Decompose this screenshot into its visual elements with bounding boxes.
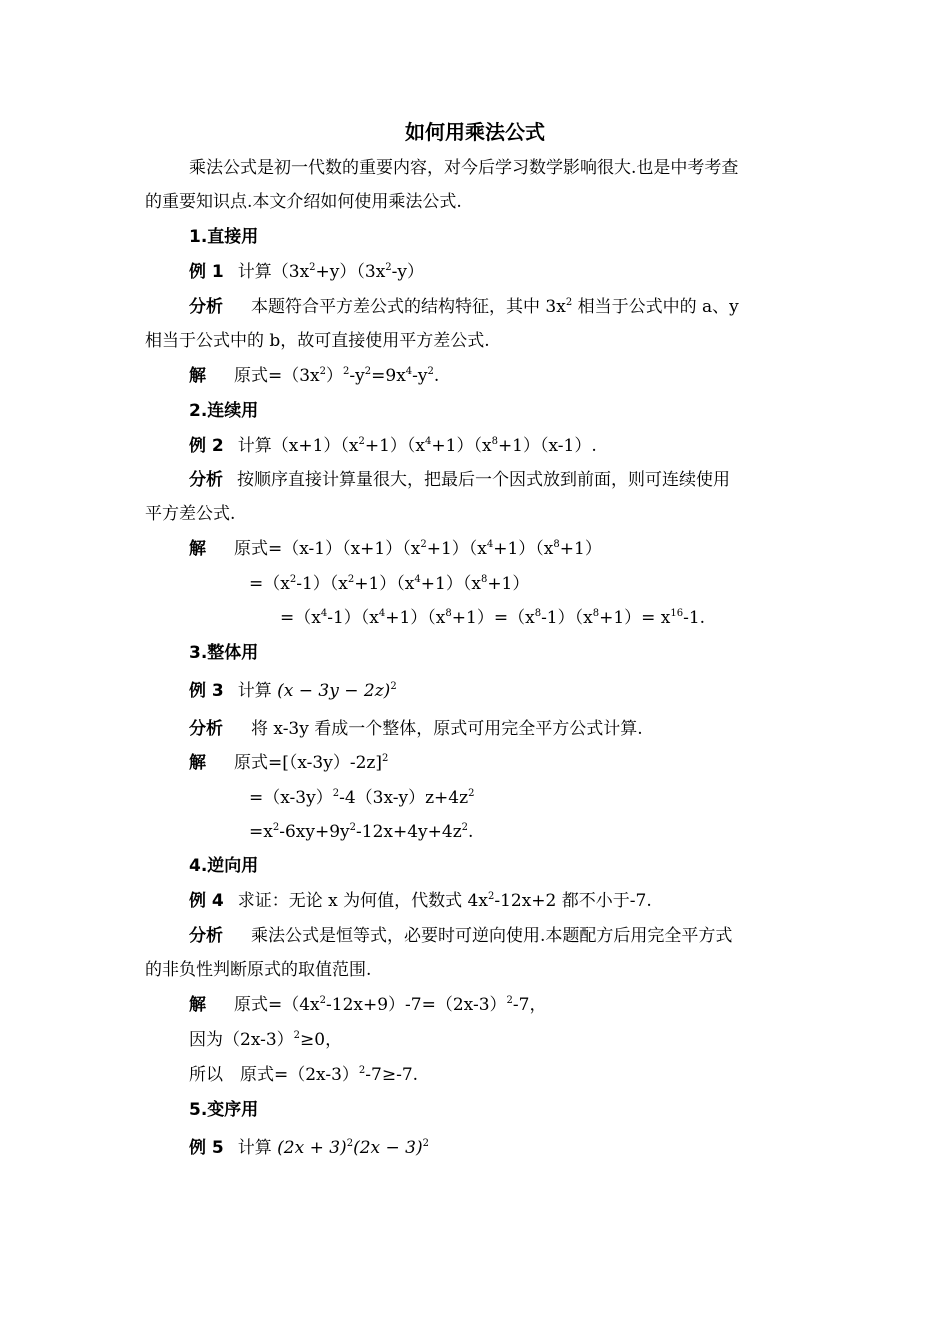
superscript: 2: [381, 753, 389, 764]
superscript: 2: [468, 788, 475, 799]
solution-1: [189, 365, 439, 387]
analysis-1-line-2: 相当于公式中的 b，故可直接使用平方差公式.: [145, 331, 490, 351]
superscript: 2: [332, 788, 340, 799]
text: -y）: [391, 262, 425, 282]
example-label: 例 2: [189, 436, 224, 456]
superscript: 4: [425, 436, 432, 447]
page-title: 如何用乘法公式: [405, 120, 545, 144]
analysis-2-line-2: 平方差公式.: [145, 504, 236, 524]
superscript: 2: [358, 436, 365, 447]
superscript: 2: [346, 1138, 354, 1149]
superscript: 2: [358, 1065, 366, 1076]
text: 将 x-3y 看成一个整体，原式可用完全平方公式计算.: [251, 719, 643, 739]
text: -12x+4y+4z: [356, 822, 462, 842]
intro-line-1: 乘法公式是初一代数的重要内容，对今后学习数学影响很大.也是中考考查: [189, 158, 739, 178]
text: 原式=（x-1）（x+1）（x: [234, 539, 421, 559]
text: 相当于公式中的 a、y: [572, 297, 739, 317]
superscript: 8: [480, 574, 488, 585]
analysis-label: 分析: [189, 719, 223, 739]
example-label: 例 3: [189, 681, 224, 701]
analysis-label: 分析: [189, 297, 223, 317]
text: -12x+9）-7=（2x-3）: [326, 995, 507, 1015]
text: -7，: [512, 995, 547, 1015]
text: +1）（x: [431, 436, 492, 456]
analysis-label: 分析: [189, 926, 223, 946]
superscript: 16: [670, 608, 684, 619]
solution-2-line-1: [189, 538, 602, 560]
text: .: [433, 366, 440, 386]
superscript: 4: [405, 366, 413, 377]
example-label: 例 5: [189, 1138, 224, 1158]
solution-3-line-1: [189, 752, 388, 774]
text: ≥0，: [300, 1030, 343, 1050]
text: 计算: [237, 1138, 272, 1158]
superscript: 2: [487, 891, 495, 902]
text: +1）（x: [385, 608, 446, 628]
section-3-heading: 3.整体用: [189, 643, 259, 663]
text: 计算（3x: [237, 262, 310, 282]
text: -y: [349, 366, 365, 386]
solution-label: 解: [189, 366, 206, 386]
example-label: 例 1: [189, 262, 224, 282]
math-expression: (2x − 3): [353, 1138, 423, 1158]
text: -4（3x-y）z+4z: [339, 788, 469, 808]
solution-label: 解: [189, 539, 206, 559]
solution-2-line-2: [249, 573, 529, 595]
text: +1）=（x: [451, 608, 535, 628]
superscript: 8: [592, 608, 600, 619]
superscript: 2: [506, 995, 513, 1006]
intro-line-2: 的重要知识点.本文介绍如何使用乘法公式.: [145, 192, 462, 212]
text: +y）（3x: [315, 262, 386, 282]
text: +1）（x: [420, 574, 481, 594]
text: 所以 原式=（2x-3）: [189, 1065, 359, 1085]
superscript: 4: [320, 608, 328, 619]
superscript: 2: [343, 366, 350, 377]
superscript: 2: [347, 574, 355, 585]
text: -1）（x: [541, 608, 593, 628]
analysis-4-line-2: 的非负性判断原式的取值范围.: [145, 960, 372, 980]
analysis-label: 分析: [189, 470, 223, 490]
superscript: 8: [534, 608, 542, 619]
text: +1）（x: [364, 436, 426, 456]
text: 因为（2x-3）: [189, 1030, 294, 1050]
section-1-heading: 1.直接用: [189, 227, 259, 247]
section-5-heading: 5.变序用: [189, 1100, 259, 1120]
text: =（x: [280, 608, 321, 628]
text: -1.: [683, 608, 706, 628]
superscript: 2: [427, 366, 434, 377]
superscript: 2: [565, 297, 573, 308]
solution-4-line-2: [189, 1029, 342, 1051]
text: -6xy+9y: [279, 822, 350, 842]
solution-4-line-1: [189, 994, 546, 1016]
text: +1）（x-1）.: [497, 436, 597, 456]
analysis-2-line-1: [189, 469, 730, 491]
example-1: [189, 261, 424, 283]
superscript: 8: [553, 539, 560, 550]
solution-4-line-3: [189, 1064, 418, 1086]
text: -y: [412, 366, 428, 386]
example-2: [189, 435, 597, 457]
superscript: 2: [309, 262, 316, 273]
superscript: 2: [390, 681, 397, 692]
superscript: 2: [420, 539, 427, 550]
text: =（x-3y）: [249, 788, 333, 808]
math-expression: (x − 3y − 2z): [277, 681, 391, 701]
solution-label: 解: [189, 753, 206, 773]
text: 乘法公式是恒等式，必要时可逆向使用.本题配方后用完全平方式: [251, 926, 733, 946]
text: 求证：无论 x 为何值，代数式 4x: [237, 891, 488, 911]
text: =x: [249, 822, 273, 842]
text: ）: [326, 366, 344, 386]
text: +1）（x: [493, 539, 554, 559]
superscript: 2: [289, 574, 297, 585]
analysis-4-line-1: [189, 925, 732, 947]
superscript: 4: [414, 574, 421, 585]
superscript: 2: [385, 262, 392, 273]
example-label: 例 4: [189, 891, 224, 911]
section-2-heading: 2.连续用: [189, 401, 259, 421]
math-expression: (2x + 3): [277, 1138, 347, 1158]
example-3: [189, 680, 397, 702]
text: 原式=（4x: [234, 995, 320, 1015]
text: 本题符合平方差公式的结构特征，其中 3x: [251, 297, 566, 317]
solution-3-line-2: [249, 787, 474, 809]
text: 按顺序直接计算量很大，把最后一个因式放到前面，则可连续使用: [237, 470, 730, 490]
text: =9x: [371, 366, 406, 386]
superscript: 2: [319, 995, 327, 1006]
text: +1）: [487, 574, 530, 594]
superscript: 4: [378, 608, 386, 619]
example-4: [189, 890, 652, 912]
text: +1）: [559, 539, 602, 559]
text: +1）（x: [426, 539, 487, 559]
analysis-1-line-1: [189, 296, 739, 318]
superscript: 8: [445, 608, 452, 619]
text: -1）（x: [327, 608, 379, 628]
text: +1）= x: [599, 608, 671, 628]
text: -12x+2 都不小于-7.: [494, 891, 652, 911]
text: =（x: [249, 574, 290, 594]
superscript: 2: [293, 1030, 301, 1041]
text: 计算（x+1）（x: [237, 436, 359, 456]
superscript: 2: [319, 366, 327, 377]
text: .: [468, 822, 474, 842]
example-5: [189, 1137, 429, 1159]
analysis-3: [189, 718, 643, 740]
text: 原式=[（x-3y）-2z]: [234, 753, 382, 773]
text: -7≥-7.: [365, 1065, 419, 1085]
solution-label: 解: [189, 995, 206, 1015]
section-4-heading: 4.逆向用: [189, 856, 259, 876]
solution-2-line-3: [280, 607, 705, 629]
superscript: 2: [364, 366, 372, 377]
solution-3-line-3: [249, 821, 473, 843]
text: +1）（x: [354, 574, 415, 594]
text: -1）（x: [296, 574, 348, 594]
superscript: 2: [272, 822, 280, 833]
superscript: 2: [422, 1138, 429, 1149]
superscript: 8: [491, 436, 498, 447]
superscript: 4: [486, 539, 494, 550]
text: 计算: [237, 681, 272, 701]
superscript: 2: [349, 822, 357, 833]
text: 原式=（3x: [234, 366, 320, 386]
superscript: 2: [461, 822, 469, 833]
